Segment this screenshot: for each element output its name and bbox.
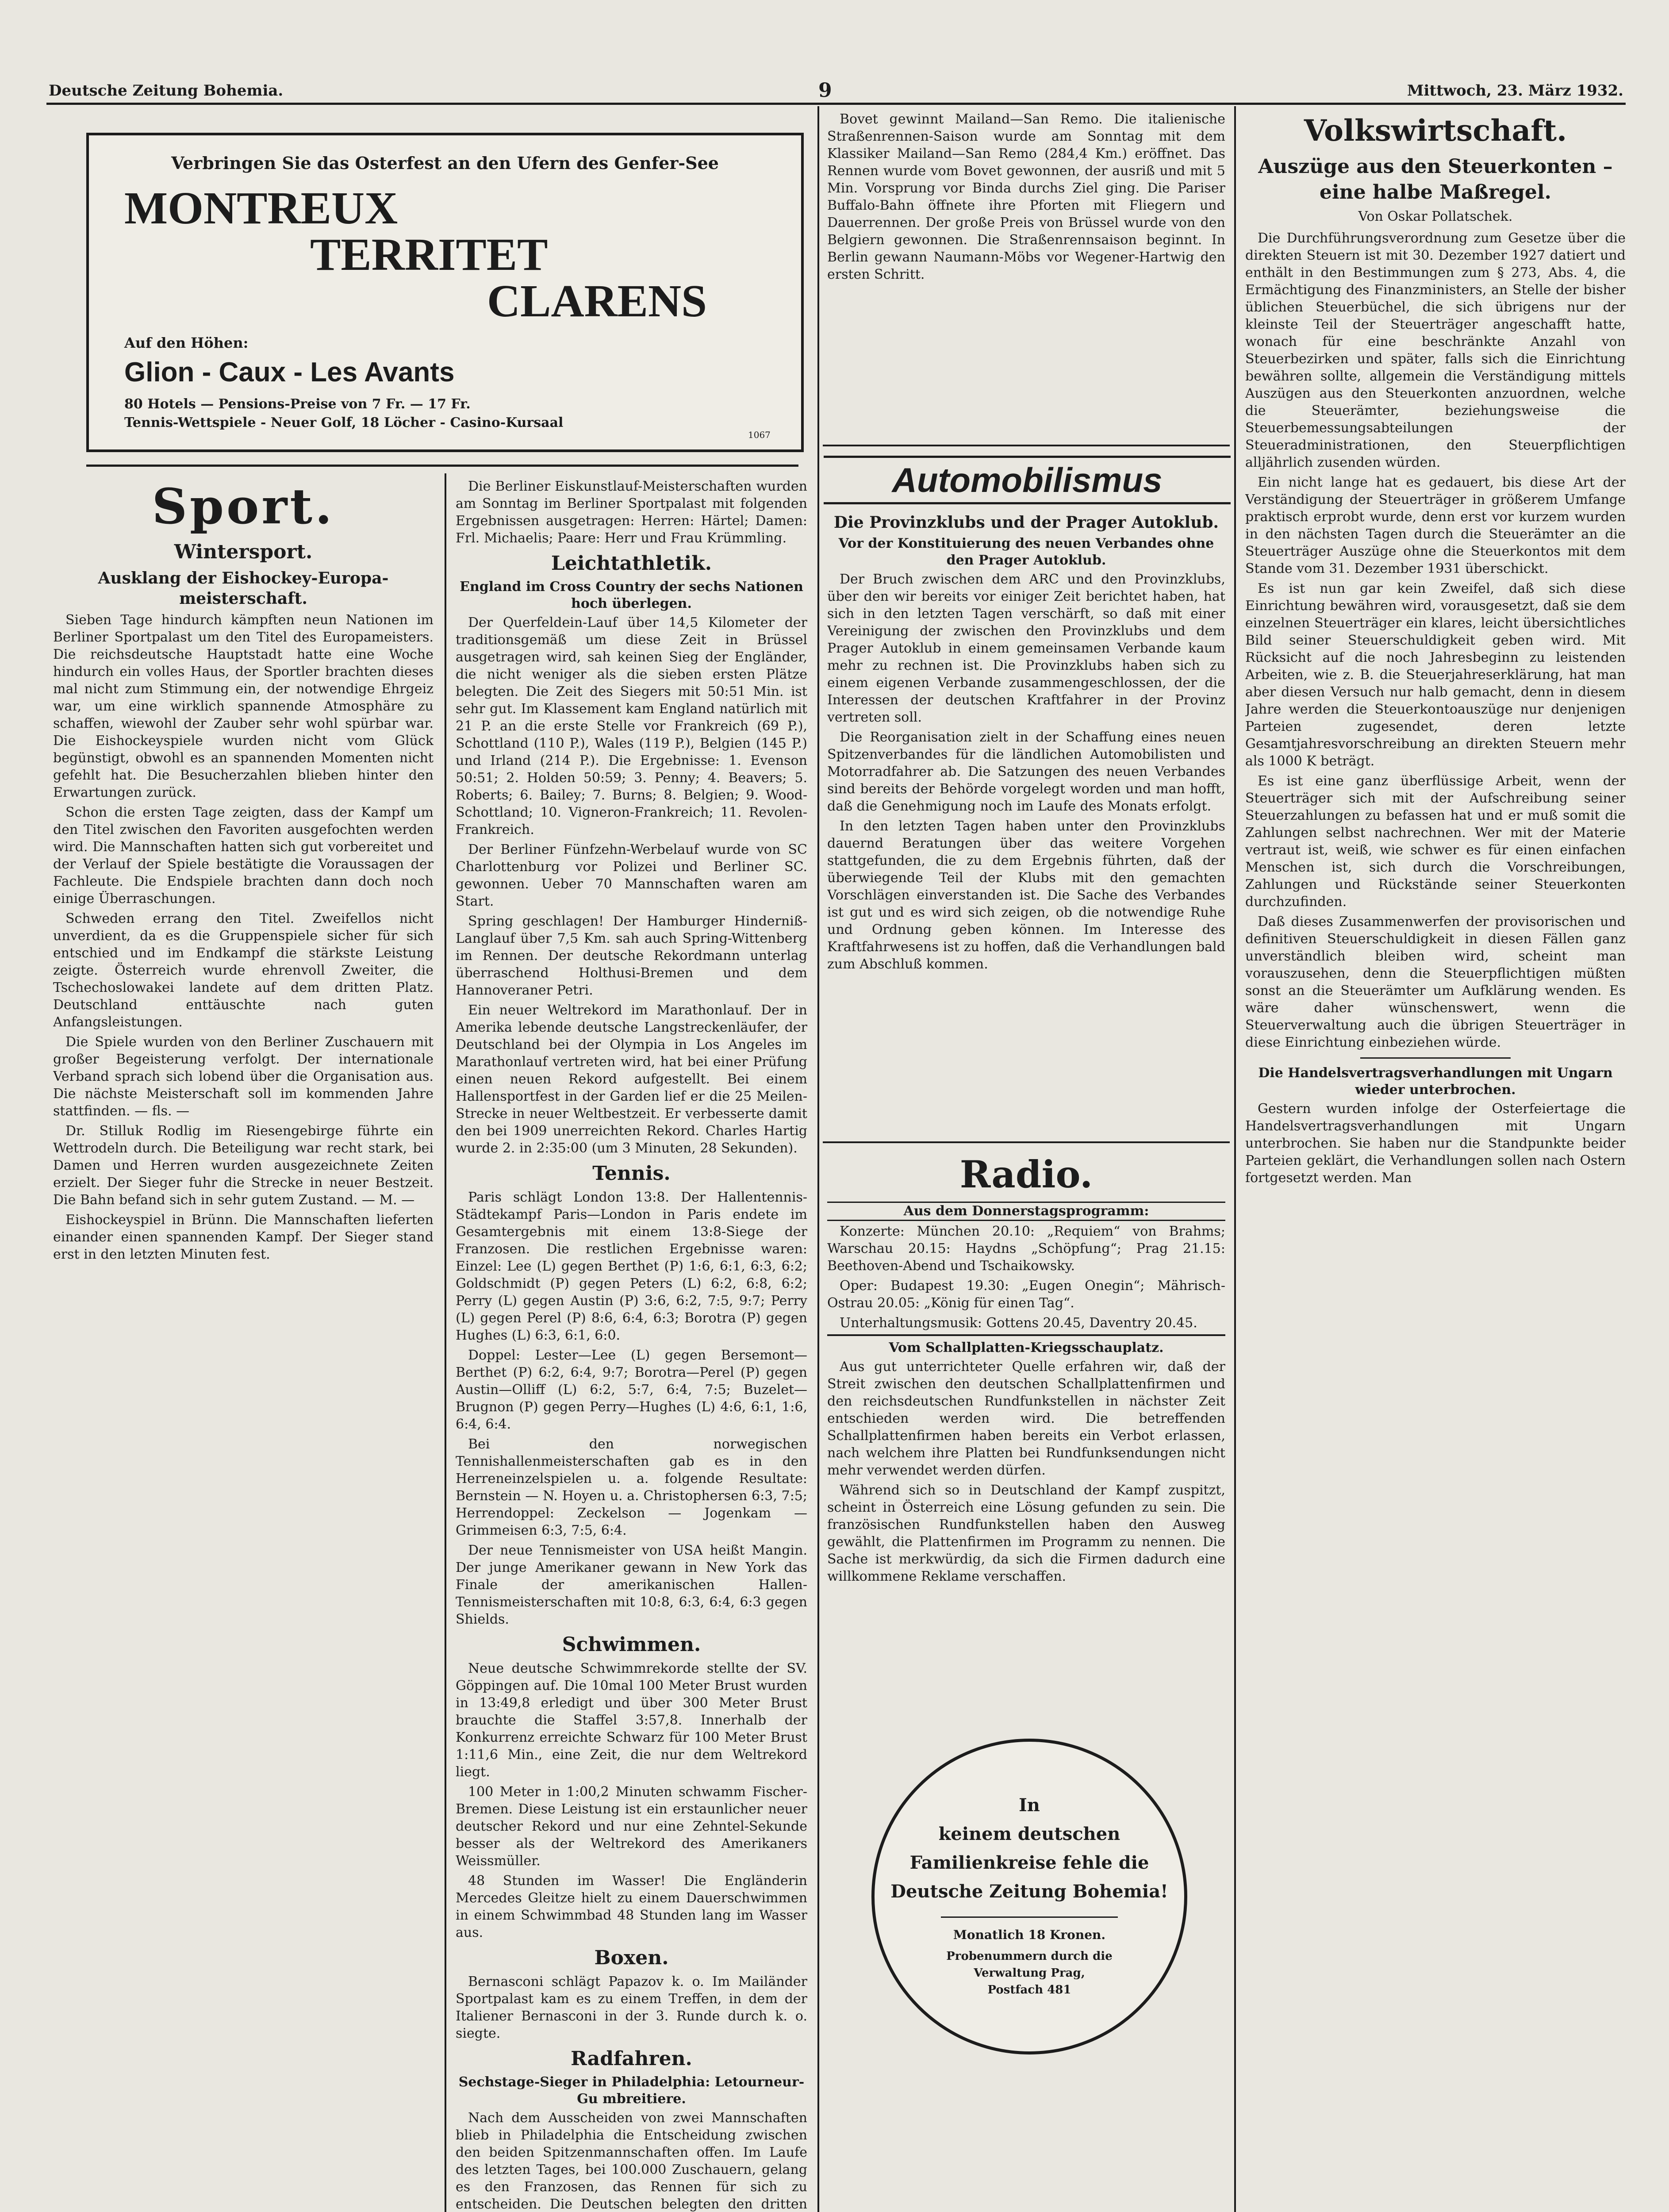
eishockey-headline: Ausklang der Eishockey-Europameisterschaft. [98, 569, 389, 608]
leichtathletik-heading: Leichtathletik. [551, 552, 712, 575]
sport-paragraph: Die Spiele wurden von den Berliner Zuschauern mit großer Begeisterung verfolgt. Der internationale Verband sprach sich lobend über die Organisation aus. Die nächste Meisterschaft soll im kommenden Jahre stattfinden. — fls. — [53, 1034, 434, 1119]
automobilismus-banner [824, 456, 1231, 504]
leichtathletik-paragraph: Ein neuer Weltrekord im Marathonlauf. Der in Amerika lebende deutsche Langstreckenläufer, der Deutschland bei der Olympia in Los Angeles im Marathonlauf vertreten wird, hat bei einer Prüfung einen neuen Rekord aufgestellt. Bei einem Hallensportfest in der Garden lief er die 25 Meilen-Strecke in neuer Weltbestzeit. Er verbesserte damit den bei 1909 unerreichten Rekord. Charles Hartig wurde 2. in 2:35:00 (um 3 Minuten, 28 Sekunden). [456, 1002, 807, 1156]
round-ad-price: Monatlich 18 Kronen. [953, 1928, 1106, 1942]
auto-paragraph: Der Bruch zwischen dem ARC und den Provinzklubs, über den wir bereits vor einiger Zeit berichtet haben, hat sich in den letzten Tagen verschärft, so daß mit einer Vereinigung der zwischen den Provinzklubs und dem Prager Autoklub in einem gemeinsamen Verbande kaum mehr zu rechnen ist. Die Provinzklubs haben sich zu einem eigenen Verbande zusammengeschlossen, der die Interessen der deutschen Kraftfahrer in der Provinz vertreten soll. [827, 572, 1225, 725]
mailand-sanremo-item: Bovet gewinnt Mailand—San Remo. Die italienische Straßenrennen-Saison wurde am Sonntag mit dem Klassiker Mailand—San Remo (284,4 Km.) eröffnet. Das Rennen wurde vom Bovet gewonnen, der ausriß und mit 5 Min. Vorsprung vor Binda durchs Ziel ging. Die Pariser Buffalo-Bahn öffnete ihre Pforten mit Fliegern und Dauerrennen. Der große Preis von Brüssel wurde von den Belgiern gewonnen. Die Straßenrennsaison beginnt. In Berlin gewann Naumann-Möbs vor Wegener-Hartwig den ersten Schritt. [827, 111, 1225, 282]
sport-paragraph: Sieben Tage hindurch kämpften neun Nationen im Berliner Sportpalast um den Titel des Europameisters. Die reichsdeutsche Hauptstadt hatte eine Woche hindurch ein volles Haus, der Sportler brachten dieses mal nicht zum Stimmung ein, der notwendige Ehrgeiz war, um eine wirklich spannende Atmosphäre zu schaffen, wiewohl der Zauber sehr wohl spürbar war. Die Eishockeyspiele wurden nicht vom Glück begünstigt, obwohl es an spannenden Momenten nicht gefehlt hat. Die Besucherzahlen blieben hinter den Erwartungen zurück. [53, 612, 434, 800]
provinzklubs-headline: Die Provinzklubs und der Prager Autoklub. [833, 513, 1219, 532]
ad-code: 1067 [748, 430, 771, 440]
round-ad-sub: Verwaltung Prag, [974, 1966, 1085, 1980]
tennis-paragraph: Der neue Tennismeister von USA heißt Mangin. Der junge Amerikaner gewann in New York das Finale der amerikanischen Hallen-Tennismeisterschaften mit 10:8, 6:3, 6:4, 6:3 gegen Shields. [456, 1543, 807, 1627]
sport-paragraph: Dr. Stilluk Rodlig im Riesengebirge führte ein Wettrodeln durch. Die Beteiligung war recht stark, bei Damen und Herren wurden ausgezeichnete Zeiten erzielt. Der Sieger fuhr die Strecke in neuer Bestzeit. Die Bahn befand sich in sehr gutem Zustand. — M. — [53, 1123, 434, 1208]
cross-country-headline: England im Cross Country der sechs Nationen hoch überlegen. [460, 579, 803, 611]
handelsvertrag-headline: Die Handelsvertragsverhandlungen mit Ungarn wieder unterbrochen. [1258, 1065, 1613, 1098]
boxen-paragraph: Bernasconi schlägt Papazov k. o. Im Mailänder Sportpalast kam es zu einem Treffen, in dem der Italiener Bernasconi in der 3. Runde durch k. o. siegte. [456, 1974, 807, 2041]
sport-paragraph: Schon die ersten Tage zeigten, dass der Kampf um den Titel zwischen den Favoriten ausgefochten werden wird. Die Mannschaften hatten sich gut vorbereitet und der Verlauf der Spiele bestätigte die Voraussagen der Fachleute. Die Endspiele brachten dann doch noch einige Überraschungen. [53, 805, 434, 906]
ad-line-clarens: CLARENS [487, 276, 707, 326]
auto-column [827, 509, 1225, 1137]
wirtschaft-column [1245, 111, 1626, 2212]
sport-column [53, 478, 434, 2212]
auto-paragraph: In den letzten Tagen haben unter den Provinzklubs dauernd Beratungen über das weitere Vorgehen stattgefunden, die zu dem Ergebnis führten, daß der überwiegende Teil der Klubs mit den gemachten Vorschlägen einverstanden ist. Die Sache des Verbandes ist gut und es wird sich zeigen, ob die notwendige Ruhe und Ordnung geben können. Im Interesse des Kraftfahrwesens ist zu hoffen, daß die Verhandlungen bald zum Abschluß kommen. [827, 818, 1225, 972]
masthead [49, 79, 1623, 102]
montreux-ad [86, 133, 804, 452]
ad-bottom-rule [86, 465, 798, 467]
section-divider [1360, 1057, 1511, 1059]
ad-places: Glion - Caux - Les Avants [124, 357, 455, 388]
radio-line: Konzerte: München 20.10: „Requiem“ von Brahms; Warschau 20.15: Haydns „Schöpfung“; Prag 21.15: Beethoven-Abend und Tschaikowsky. [827, 1224, 1225, 1274]
schwimmen-paragraph: Neue deutsche Schwimmrekorde stellte der SV. Göppingen auf. Die 10mal 100 Meter Brust wurden in 13:49,8 erledigt und über 300 Meter Brust brauchte die Staffel 3:57,8. Innerhalb der Konkurrenz erreichte Schwarz für 100 Meter Brust 1:11,6 Min., eine Zeit, die nur dem Weltrekord liegt. [456, 1661, 807, 1780]
handelsvertrag-paragraph: Gestern wurden infolge der Osterfeiertage die Handelsvertragsverhandlungen mit Ungarn unterbrochen. Sie haben nur die Standpunkte beider Parteien geklärt, die Verhandlungen sollen nach Ostern fortgesetzt werden. Man [1245, 1101, 1626, 1186]
masthead-rule [46, 103, 1626, 105]
verband-subheadline: Vor der Konstituierung des neuen Verbandes ohne den Prager Autoklub. [838, 536, 1214, 568]
round-ad-line: In [1019, 1795, 1040, 1816]
winter-heading: Wintersport. [174, 541, 313, 563]
round-ad-sub: Probenummern durch die [946, 1950, 1113, 1963]
round-ad-line: keinem deutschen [938, 1824, 1120, 1844]
round-ad-divider [941, 1916, 1118, 1918]
radio-line: Unterhaltungsmusik: Gottens 20.45, Daventry 20.45. [840, 1315, 1197, 1331]
section-rule [823, 445, 1230, 446]
issue-date: Mittwoch, 23. März 1932. [1407, 82, 1623, 100]
page-number: 9 [818, 79, 832, 102]
radio-title: Radio. [959, 1152, 1093, 1196]
wirtschaft-title: Volkswirtschaft. [1304, 113, 1567, 148]
round-ad-line: Deutsche Zeitung Bohemia! [890, 1881, 1168, 1902]
paper-name: Deutsche Zeitung Bohemia. [49, 82, 284, 100]
radfahren-heading: Radfahren. [571, 2047, 692, 2070]
sport-title: Sport. [152, 478, 335, 535]
wirtschaft-paragraph: Daß dieses Zusammenwerfen der provisorischen und definitiven Steuerschuldigkeit in diesen Fällen ganz unverständlich bleiben wird, scheint man vorauszusehen, denn die Steuerpflichtigen müßten sonst an die Steuerämter um Aufklärung wenden. Es wäre daher wünschenswert, wenn die Steuerverwaltung auch die übrigen Steuerträger in diese Einrichtung einbeziehen würde. [1245, 914, 1626, 1050]
ad-line-montreux: MONTREUX [124, 183, 398, 234]
section-rule [823, 1141, 1230, 1143]
column-rule [445, 473, 446, 2212]
column-rule [1234, 106, 1236, 2212]
ad-hotels: 80 Hotels — Pensions-Preise von 7 Fr. — 17 Fr. [124, 396, 471, 412]
tennis-paragraph: Paris schlägt London 13:8. Der Hallentennis-Städtekampf Paris—London in Paris endete im Gesamtergebnis mit einem 13:8-Siege der Franzosen. Die restlichen Ergebnisse waren: Einzel: Lee (L) gegen Berthet (P) 1:6, 6:1, 6:3, 6:2; Goldschmidt (P) gegen Peters (L) 6:2, 6:8, 6:2; Perry (L) gegen Austin (P) 3:6, 6:2, 7:5, 9:7; Perry (L) gegen Perel (P) 8:6, 6:4, 6:3; Borotra (P) gegen Hughes (L) 6:3, 6:1, 6:0. [456, 1190, 807, 1343]
radsport-column-top [827, 111, 1225, 438]
leichtathletik-paragraph: Der Berliner Fünfzehn-Werbelauf wurde von SC Charlottenburg vor Polizei und Berliner SC. gewonnen. Ueber 70 Mannschaften waren am Start. [456, 842, 807, 909]
schallplatten-paragraph: Während sich so in Deutschland der Kampf zuspitzt, scheint in Österreich eine Lösung gefunden zu sein. Die französischen Rundfunkstellen haben den Ausweg gewählt, die Plattenfirmen im Programm zu nennen. Die Sache ist merkwürdig, da sich die Firmen dadurch eine willkommene Reklame verschaffen. [827, 1482, 1225, 1584]
schallplatten-heading: Vom Schallplatten-Kriegsschauplatz. [827, 1334, 1225, 1356]
steuerkonten-headline: Auszüge aus den Steuerkonten – eine halbe Maßregel. [1258, 155, 1613, 204]
schwimmen-heading: Schwimmen. [562, 1633, 701, 1656]
sechstage-headline: Sechstage-Sieger in Philadelphia: Letourneur-Gu mbreitiere. [458, 2074, 805, 2107]
tennis-heading: Tennis. [592, 1162, 671, 1185]
leichtathletik-paragraph: Der Querfeldein-Lauf über 14,5 Kilometer der traditionsgemäß um diese Zeit in Brüssel ausgetragen wird, sah keinen Sieg der Engländer, die nicht weniger als die sieben ersten Plätze belegten. Die Zeit des Siegers mit 50:51 Min. ist sehr gut. Im Klassement kam England natürlich mit 21 P. an die erste Stelle vor Frankreich (69 P.), Schottland (110 P.), Wales (119 P.), Belgien (145 P.) und Irland (214 P.). Die Ergebnisse: 1. Evenson 50:51; 2. Holden 50:59; 3. Penny; 4. Beavers; 5. Roberts; 6. Bailey; 7. Burns; 8. Belgien; 9. Wood-Schottland; 10. Vigneron-Frankreich; 11. Revolen-Frankreich. [456, 615, 807, 837]
sport-column-2 [456, 478, 807, 2212]
eiskunstlauf-item: Die Berliner Eiskunstlauf-Meisterschaften wurden am Sonntag im Berliner Sportpalast mit folgenden Ergebnissen ausgetragen: Herren: Härtel; Damen: Frl. Michaelis; Paare: Herr und Frau Krümmling. [456, 479, 807, 546]
wirtschaft-paragraph: Ein nicht lange hat es gedauert, bis diese Art der Verständigung der Steuerträger in größerem Umfange praktisch erprobt wurde, denn erst vor kurzem wurden in den nächsten Tagen durch die Steuerämter an die Steuerträger Auszüge ohne die Steuerkontos mit dem Stande vom 31. Dezember 1931 überschickt. [1245, 475, 1626, 576]
bohemia-subscription-ad [871, 1739, 1187, 2055]
round-ad-line: Familienkreise fehle die [909, 1852, 1149, 1873]
ad-line-territet: TERRITET [310, 229, 548, 280]
sport-paragraph: Eishockeyspiel in Brünn. Die Mannschaften lieferten einander einen spannenden Kampf. Der Sieger stand erst in den letzten Minuten fest. [53, 1212, 434, 1262]
column-rule [817, 106, 819, 2212]
byline: Von Oskar Pollatschek. [1358, 209, 1513, 224]
schwimmen-paragraph: 48 Stunden im Wasser! Die Engländerin Mercedes Gleitze hielt zu einem Dauerschwimmen in einem Schwimmbad 48 Stunden lang im Wasser aus. [456, 1873, 807, 1940]
radio-column [827, 1150, 1225, 1650]
ad-intro: Verbringen Sie das Osterfest an den Ufern des Genfer-See [171, 153, 719, 173]
radfahren-paragraph: Nach dem Ausscheiden von zwei Mannschaften blieb in Philadelphia die Entscheidung zwischen den beiden Spitzenmannschaften offen. Im Laufe des letzten Tages, bei 100.000 Zuschauern, gelang es den Franzosen, das Rennen für sich zu entscheiden. Die Deutschen belegten den dritten [456, 2110, 807, 2212]
donnerstag-heading: Aus dem Donnerstagsprogramm: [827, 1202, 1225, 1221]
auto-paragraph: Die Reorganisation zielt in der Schaffung eines neuen Spitzenverbandes für die ländlichen Automobilisten und Motorradfahrer ab. Die Satzungen des neuen Verbandes sind bereits der Behörde vorgelegt worden und man hofft, daß die Genehmigung noch im Laufe des Monats erfolgt. [827, 730, 1225, 814]
radio-line: Oper: Budapest 19.30: „Eugen Onegin“; Mährisch-Ostrau 20.05: „König für einen Tag“. [827, 1278, 1225, 1311]
schallplatten-paragraph: Aus gut unterrichteter Quelle erfahren wir, daß der Streit zwischen den deutschen Schallplattenfirmen und den reichsdeutschen Rundfunkstellen in nächster Zeit entschieden werden wird. Die betreffenden Schallplattenfirmen haben bereits ein Verbot erlassen, nach welchem ihre Platten bei Rundfunksendungen nicht mehr verwendet werden dürfen. [827, 1359, 1225, 1478]
tennis-paragraph: Bei den norwegischen Tennishallenmeisterschaften gab es in den Herreneinzelspielen u. a. folgende Resultate: Bernstein — N. Hoyen u. a. Christophersen 6:3, 7:5; Herrendoppel: Zeckelson — Jogenkam — Grimmeisen 6:3, 7:5, 6:4. [456, 1436, 807, 1538]
automobilismus-title: Automobilismus [892, 461, 1163, 499]
ad-hoehen: Auf den Höhen: [124, 334, 249, 351]
wirtschaft-paragraph: Es ist nun gar kein Zweifel, daß sich diese Einrichtung bewähren wird, vorausgesetzt, daß sie dem einzelnen Steuerträger ein klares, leicht übersichtliches Bild seiner Steuerschuldigkeit geben wird. Mit Rücksicht auf die noch Jahresbeginn zu leistenden Arbeiten, wie z. B. die Steuerjahreserklärung, hat man aber diesen Versuch nur halb gemacht, denn in diesem Jahre werden die Steuerkontoauszüge nur denjenigen Parteien zugesendet, deren letzte Gesamtjahresvorschreibung an direkten Steuern mehr als 1000 K beträgt. [1245, 581, 1626, 769]
ad-sports: Tennis-Wettspiele - Neuer Golf, 18 Löcher - Casino-Kursaal [124, 415, 564, 430]
sport-paragraph: Schweden errang den Titel. Zweifellos nicht unverdient, da es die Gruppenspiele sicher für sich entschied und im Endkampf die stärkste Leistung zeigte. Österreich wurde ehrenvoll Zweiter, die Tschechoslowakei landete auf dem dritten Platz. Deutschland enttäuschte nach guten Anfangsleistungen. [53, 911, 434, 1030]
wirtschaft-paragraph: Die Durchführungsverordnung zum Gesetze über die direkten Steuern ist mit 30. Dezember 1927 datiert und enthält in den Bestimmungen zum § 273, Abs. 4, die Ermächtigung des Finanzministers, an Stelle der bisher üblichen Steuerbüchel, die sich übrigens nur der kleinste Teil der Steuerträger angeschafft hatte, wonach für eine beschränkte Anzahl von Steuerbezirken und später, falls sich die Einrichtung bewähren sollte, allgemein die Verständigung mittels Auszügen aus den Steuerkonten anzuordnen, welche die Steuerämter, beziehungsweise die Steuerbemessungsabteilungen der Steueradministrationen, den Steuerpflichtigen alljährlich zusenden würden. [1245, 230, 1626, 470]
schwimmen-paragraph: 100 Meter in 1:00,2 Minuten schwamm Fischer-Bremen. Diese Leistung ist ein erstaunlicher neuer deutscher Rekord und nur eine Zehntel-Sekunde besser als der Weltrekord des Amerikaners Weissmüller. [456, 1784, 807, 1869]
round-ad-sub: Postfach 481 [987, 1983, 1071, 1997]
leichtathletik-paragraph: Spring geschlagen! Der Hamburger Hinderniß-Langlauf über 7,5 Km. sah auch Spring-Wittenberg im Rennen. Der deutsche Rekordmann unterlag überraschend Holthusi-Bremen und dem Hannoveraner Petri. [456, 914, 807, 998]
boxen-heading: Boxen. [594, 1947, 669, 1969]
tennis-paragraph: Doppel: Lester—Lee (L) gegen Bersemont—Berthet (P) 6:2, 6:4, 9:7; Borotra—Perel (P) gegen Austin—Olliff (L) 6:2, 5:7, 6:4, 7:5; Buzelet—Brugnon (P) gegen Perry—Hughes (L) 4:6, 6:1, 1:6, 6:4, 6:4. [456, 1348, 807, 1432]
wirtschaft-paragraph: Es ist eine ganz überflüssige Arbeit, wenn der Steuerträger sich mit der Aufschreibung seiner Steuerzahlungen zu befassen hat und er muß somit die Zahlungen selbst nachrechnen. Wer mit der Materie vertraut ist, weiß, wie schwer es für einen einfachen Menschen ist, sich durch die Vorschreibungen, Zahlungen und Rückstände seiner Steuerkonten durchzufinden. [1245, 773, 1626, 910]
